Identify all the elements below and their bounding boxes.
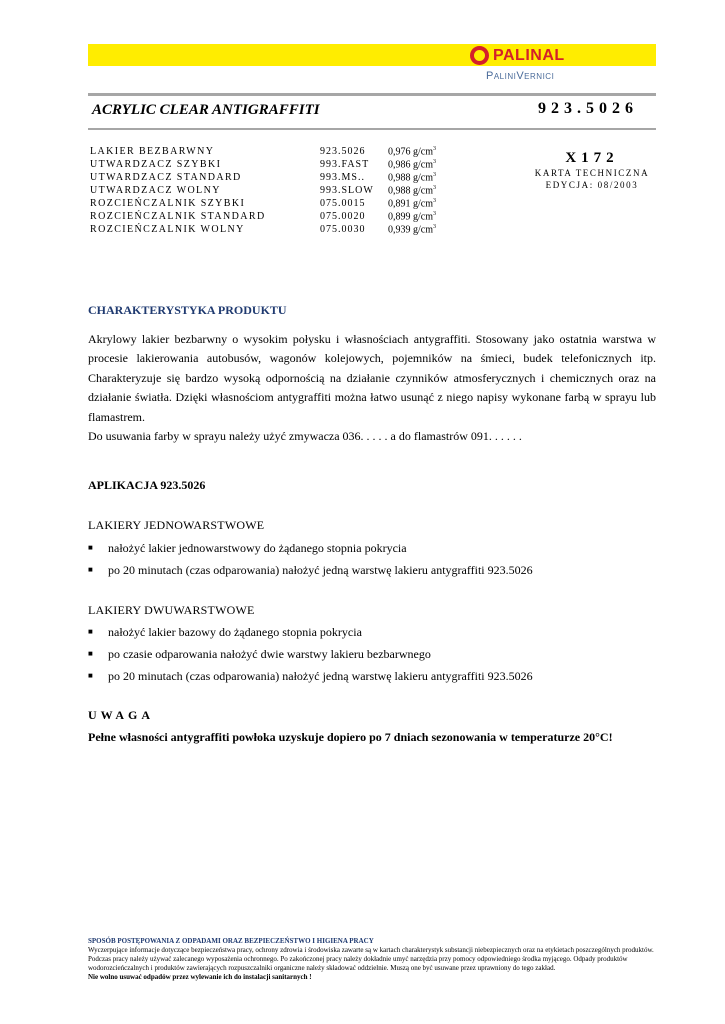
components-table xyxy=(90,146,468,237)
component-code: 075.0030 xyxy=(320,224,366,235)
notice-text: Pełne własności antygraffiti powłoka uzyskuje dopiero po 7 dniach sezonowania w temperaturze 20°C! xyxy=(88,730,613,744)
component-density: 0,976 $g/cm^3$ xyxy=(388,146,436,158)
table-row xyxy=(90,159,468,172)
bullet-icon: ■ xyxy=(88,649,93,658)
component-code: 075.0020 xyxy=(320,211,366,222)
palinal-logo xyxy=(470,45,565,66)
card-type: KARTA TECHNICZNA xyxy=(534,168,650,178)
component-density: 0,988 $g/cm^3$ xyxy=(388,172,436,184)
table-row xyxy=(90,211,468,224)
card-code: X172 xyxy=(565,150,619,166)
component-name: UTWARDZACZ STANDARD xyxy=(90,172,242,183)
list-item: ■ nałożyć lakier bazowy do żądanego stopnia pokrycia xyxy=(88,625,533,647)
table-row xyxy=(90,172,468,185)
notice-heading: UWAGA xyxy=(88,708,155,722)
component-density: 0,988 $g/cm^3$ xyxy=(388,185,436,197)
table-row xyxy=(90,146,468,159)
component-code: 993.MS.. xyxy=(320,172,365,183)
product-title: ACRYLIC CLEAR ANTIGRAFFITI xyxy=(92,102,320,118)
title-rule-top xyxy=(88,93,656,96)
footer-warning: Nie wolno usuwać odpadów przez wylewanie ich do instalacji sanitarnych ! xyxy=(88,973,312,981)
technical-card-info xyxy=(525,150,659,191)
application-heading: APLIKACJA 923.5026 xyxy=(88,478,206,492)
component-code: 923.5026 xyxy=(320,146,366,157)
bullet-icon: ■ xyxy=(88,565,93,574)
list-item: ■ po 20 minutach (czas odparowania) nałożyć jedną warstwę lakieru antygraffiti 923.5026 xyxy=(88,563,533,585)
component-name: ROZCIEŃCZALNIK SZYBKI xyxy=(90,198,246,209)
title-rule-bottom xyxy=(88,128,656,130)
list-item: ■ po 20 minutach (czas odparowania) nałożyć jedną warstwę lakieru antygraffiti 923.5026 xyxy=(88,669,533,691)
component-name: UTWARDZACZ SZYBKI xyxy=(90,159,222,170)
list-item: ■ nałożyć lakier jednowarstwowy do żądanego stopnia pokrycia xyxy=(88,541,533,563)
footer xyxy=(88,937,660,982)
component-code: 993.SLOW xyxy=(320,185,374,196)
brand-name: PALINAL xyxy=(493,46,565,64)
bullet-icon: ■ xyxy=(88,543,93,552)
footer-body: Wyczerpujące informacje dotyczące bezpieczeństwa pracy, ochrony zdrowia i środowiska zawarte są w kartach charakterystyk substancji niebezpiecznych oraz na etykietach poszczególnych produktów. Podczas pracy należy używać zalecanego wyposażenia ochronnego. Po zakończonej pracy należy dokładnie umyć narzędzia przy pomocy odpowiedniego środka myjącego. Odpady produktów wodorozcieńczalnych i produktów zawierających rozpuszczalniki organiczne należy składować oddzielnie. Muszą one być usuwane przez uprawniony do tego zakład. xyxy=(88,946,654,972)
table-row xyxy=(90,185,468,198)
characteristics-text xyxy=(88,330,656,446)
card-edition: EDYCJA: 08/2003 xyxy=(545,180,639,190)
component-density: 0,939 $g/cm^3$ xyxy=(388,224,436,236)
component-name: ROZCIEŃCZALNIK STANDARD xyxy=(90,211,266,222)
list-item: ■ po czasie odparowania nałożyć dwie warstwy lakieru bezbarwnego xyxy=(88,647,533,669)
component-density: 0,899 $g/cm^3$ xyxy=(388,211,436,223)
component-density: 0,986 $g/cm^3$ xyxy=(388,159,436,171)
header-yellow-bar xyxy=(88,44,656,66)
component-density: 0,891 $g/cm^3$ xyxy=(388,198,436,210)
footer-title: SPOSÓB POSTĘPOWANIA Z ODPADAMI ORAZ BEZPIECZEŃSTWO I HIGIENA PRACY xyxy=(88,937,374,945)
palinal-logo-mark-icon xyxy=(470,46,489,65)
component-code: 993.FAST xyxy=(320,159,370,170)
component-name: LAKIER BEZBARWNY xyxy=(90,146,215,157)
double-layer-steps xyxy=(88,625,533,691)
single-layer-label: LAKIERY JEDNOWARSTWOWE xyxy=(88,518,265,532)
component-code: 075.0015 xyxy=(320,198,366,209)
single-layer-steps xyxy=(88,541,533,585)
product-code: 923.5026 xyxy=(538,100,638,117)
bullet-icon: ■ xyxy=(88,627,93,636)
bullet-icon: ■ xyxy=(88,671,93,680)
double-layer-label: LAKIERY DWUWARSTWOWE xyxy=(88,603,255,617)
component-name: ROZCIEŃCZALNIK WOLNY xyxy=(90,224,245,235)
component-name: UTWARDZACZ WOLNY xyxy=(90,185,221,196)
characteristics-paragraph: Akrylowy lakier bezbarwny o wysokim połysku i własnościach antygraffiti. Stosowany jako ostatnia warstwa w procesie lakierowania autobusów, wagonów kolejowych, pojemników na śmieci, budek telefonicznych itp. Charakteryzuje się bardzo wysoką odpornością na działanie czynników atmosferycznych i chemicznych oraz na działanie światła. Dzięki własnościom antygraffiti można łatwo usunąć z niego napisy wykonane farbą w sprayu lub flamastrem. xyxy=(88,332,656,424)
table-row xyxy=(90,198,468,211)
removal-paragraph: Do usuwania farby w sprayu należy użyć zmywacza 036. . . . . a do flamastrów 091. . . . . . xyxy=(88,429,522,444)
subbrand: PaliniVernici xyxy=(486,70,555,82)
characteristics-heading: CHARAKTERYSTYKA PRODUKTU xyxy=(88,303,287,317)
table-row xyxy=(90,224,468,237)
